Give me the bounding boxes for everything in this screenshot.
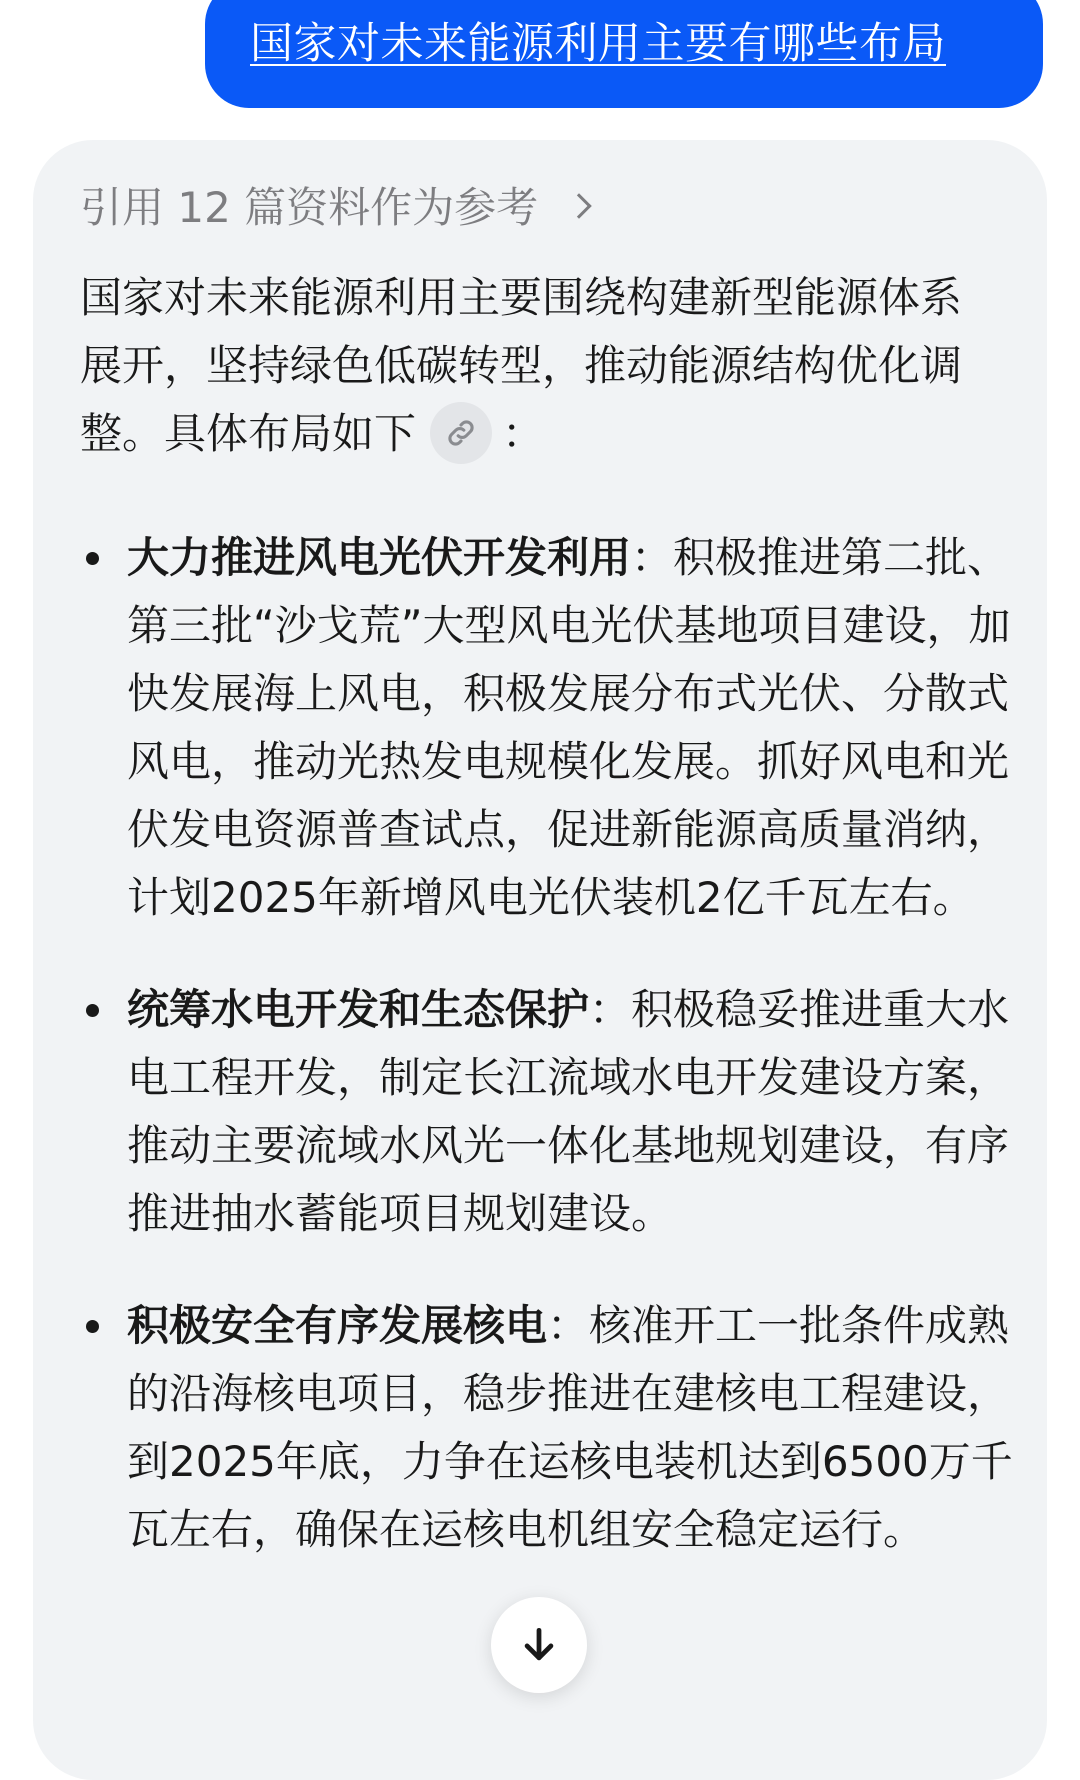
bullet-separator: ： xyxy=(589,985,632,1034)
arrow-down-icon xyxy=(517,1623,561,1667)
scroll-to-bottom-button[interactable] xyxy=(491,1597,587,1693)
chevron-right-icon xyxy=(566,193,591,218)
list-item xyxy=(80,524,1020,932)
user-message-bubble[interactable] xyxy=(205,0,1043,108)
answer-bullet-list xyxy=(80,524,1020,1564)
bullet-body: 积极推进第二批、第三批“沙戈荒”大型风电光伏基地项目建设，加快发展海上风电，积极发展分布式光伏、分散式风电，推动光热发电规模化发展。抓好风电和光伏发电资源普查试点，促进新能源高质量消纳，计划2025年新增风电光伏装机2亿千瓦左右。 xyxy=(127,533,1011,922)
bullet-title: 积极安全有序发展核电 xyxy=(127,1301,548,1350)
references-toggle[interactable] xyxy=(80,176,1047,234)
bullet-body: 核准开工一批条件成熟的沿海核电项目，稳步推进在建核电工程建设，到2025年底，力争在运核电装机达到6500万千瓦左右，确保在运核电机组安全稳定运行。 xyxy=(127,1301,1013,1554)
intro-text: 国家对未来能源利用主要围绕构建新型能源体系展开，坚持绿色低碳转型，推动能源结构优化调整。具体布局如下 xyxy=(80,273,963,458)
bullet-separator: ： xyxy=(547,1301,590,1350)
bullet-body: 积极稳妥推进重大水电工程开发，制定长江流域水电开发建设方案，推动主要流域水风光一体化基地规划建设，有序推进抽水蓄能项目规划建设。 xyxy=(127,985,1010,1238)
bullet-separator: ： xyxy=(631,533,674,582)
intro-suffix: ： xyxy=(502,409,545,458)
bullet-dot xyxy=(86,1320,99,1333)
references-label: 引用 12 篇资料作为参考 xyxy=(80,183,539,232)
bullet-dot xyxy=(86,1004,99,1017)
link-icon[interactable] xyxy=(430,402,492,464)
list-item xyxy=(80,1292,1020,1564)
bullet-title: 大力推进风电光伏开发利用 xyxy=(127,533,632,582)
user-message-text[interactable]: 国家对未来能源利用主要有哪些布局 xyxy=(250,19,946,69)
answer-intro xyxy=(80,264,1000,468)
bullet-dot xyxy=(86,552,99,565)
bullet-title: 统筹水电开发和生态保护 xyxy=(127,985,590,1034)
list-item xyxy=(80,976,1020,1248)
answer-card xyxy=(33,140,1047,1780)
